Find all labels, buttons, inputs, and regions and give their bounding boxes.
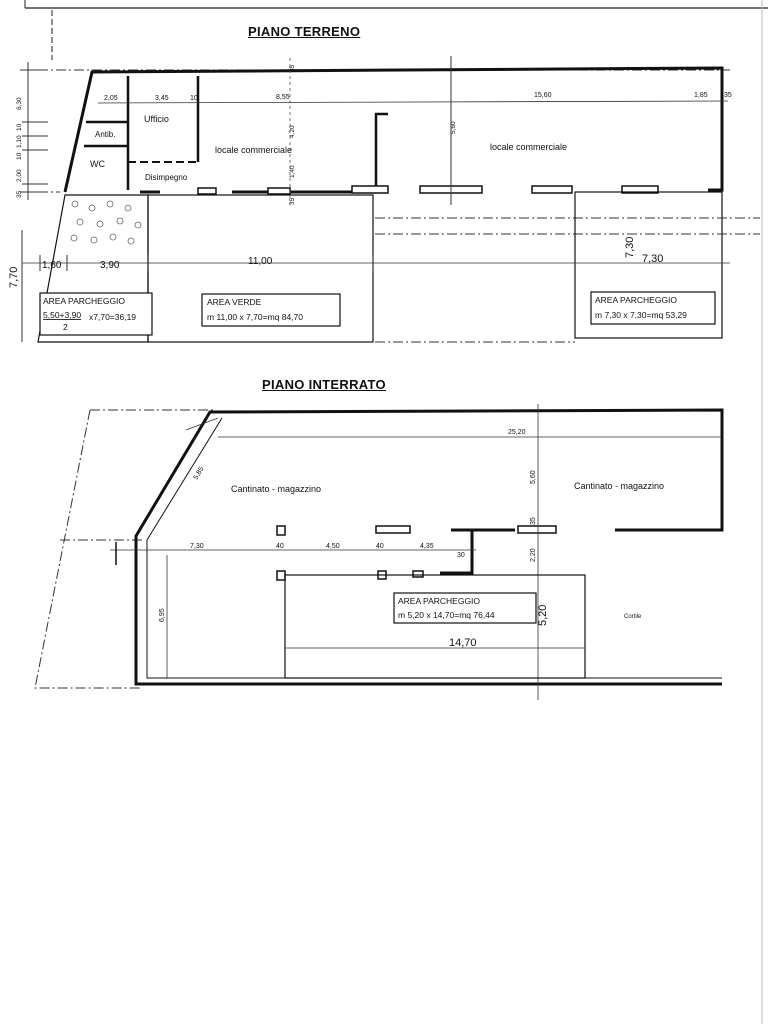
room-ufficio: Ufficio [144, 114, 169, 124]
dim-basement-wall-1: 35 [530, 517, 537, 525]
green-area-title: AREA VERDE [207, 297, 262, 307]
dim-top-2: 3,45 [155, 95, 169, 102]
dim-top-6: 1,85 [694, 92, 708, 99]
dim-wall-top: 35 [289, 64, 296, 72]
ground-partitions [84, 76, 388, 190]
dim-left-d: 10 [16, 152, 23, 160]
dim-wall-low: 1,40 [289, 165, 296, 178]
dim-basement-height: 5,60 [530, 470, 537, 484]
ground-left-dim-ticks [22, 62, 48, 200]
basement-parking-formula: m 5,20 x 14,70=mq 76,44 [398, 610, 495, 620]
parking-left-divisor: 2 [63, 322, 68, 332]
dim-top-5: 15,60 [534, 92, 552, 99]
room-disimpegno: Disimpegno [145, 173, 188, 182]
dim-depth-total: 7,70 [8, 266, 20, 288]
dim-lot-3: 11,00 [248, 256, 273, 267]
ground-floor-title: PIANO TERRENO [248, 24, 361, 39]
room-shop-left: locale commerciale [215, 145, 293, 155]
basement-parking-title: AREA PARCHEGGIO [398, 596, 481, 606]
gravel-pattern [71, 201, 141, 244]
room-shop-right: locale commerciale [490, 142, 568, 152]
basement-plan [35, 404, 722, 700]
parking-right-formula: m 7,30 x 7,30=mq 53,29 [595, 310, 687, 320]
dim-wall-mid: 4,20 [289, 125, 296, 138]
dim-wall-bottom: 35 [289, 197, 296, 205]
dim-seg-5: 4,35 [420, 543, 434, 550]
room-cellar-right: Cantinato - magazzino [574, 481, 665, 491]
dim-right-lot-v: 7,30 [624, 236, 636, 258]
dim-left-a: 6,30 [16, 97, 23, 110]
dim-top-4: 8,55 [276, 94, 290, 101]
parking-left-result: x7,70=36,19 [89, 312, 137, 322]
dim-shop-height: 5,60 [450, 121, 457, 134]
room-antibagno: Antib. [95, 130, 116, 139]
dim-top-1: 2,05 [104, 95, 118, 102]
dim-vert-2: 2,20 [530, 548, 537, 562]
parking-left-formula: 5,50+3,90 [43, 310, 82, 320]
green-area [202, 294, 340, 326]
dim-top-3: 10 [190, 95, 198, 102]
dim-seg-3: 4,50 [326, 543, 340, 550]
basement-stair-wall [440, 530, 472, 573]
dim-seg-2: 40 [276, 543, 284, 550]
dim-lot-2: 3,90 [100, 260, 120, 271]
dim-lot-1: 1,60 [42, 260, 62, 271]
room-courtyard: Cortile [624, 614, 642, 620]
dim-top-7: 35 [724, 92, 732, 99]
green-area-formula: m 11,00 x 7,70=mq 84,70 [207, 312, 304, 322]
dim-vert-1: 6,95 [159, 608, 166, 622]
parking-right-title: AREA PARCHEGGIO [595, 295, 678, 305]
dim-diagonal: 5,85 [192, 465, 206, 481]
basement-parking-area-box [394, 593, 536, 623]
dim-seg-1: 7,30 [190, 543, 204, 550]
parking-area-left [40, 293, 152, 335]
room-cellar-left: Cantinato - magazzino [231, 484, 322, 494]
dim-seg-4: 40 [376, 543, 384, 550]
basement-title: PIANO INTERRATO [262, 377, 386, 392]
dim-left-f: 35 [16, 190, 23, 198]
dim-left-c: 1,10 [16, 135, 23, 148]
dim-seg-6: 30 [457, 552, 465, 559]
parking-area-right [591, 292, 715, 324]
dim-left-b: 10 [16, 123, 23, 131]
parking-left-title: AREA PARCHEGGIO [43, 296, 126, 306]
basement-inner-walls [147, 418, 722, 678]
dim-parking-height: 5,20 [537, 604, 549, 626]
basement-pillars [277, 526, 556, 580]
dim-length-total: 25,20 [508, 429, 526, 436]
dim-parking-width: 14,70 [449, 637, 477, 649]
room-wc: WC [90, 159, 105, 169]
dim-right-lot-h: 7,30 [642, 253, 664, 265]
ground-floor-plan [8, 56, 760, 342]
dim-left-e: 2,00 [16, 169, 23, 182]
